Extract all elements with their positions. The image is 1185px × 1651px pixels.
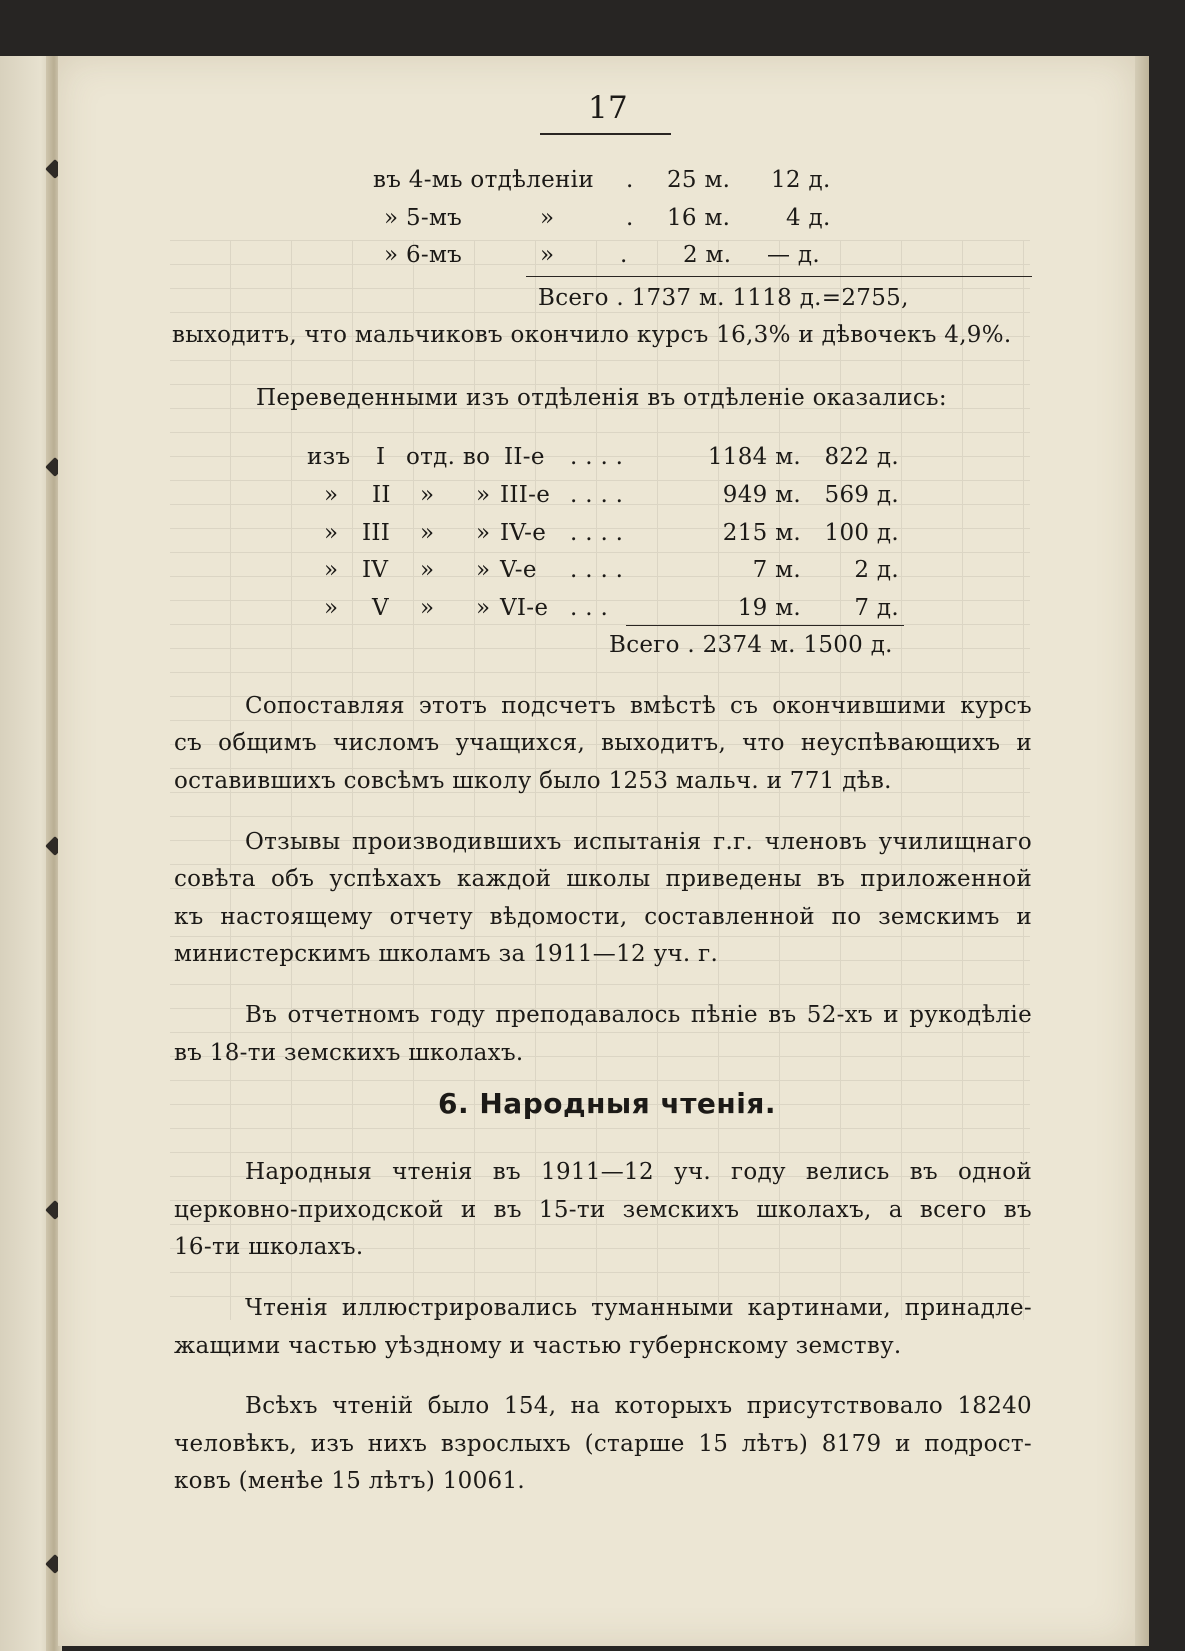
paragraph-line: съ общимъ числомъ учащихся, выходитъ, что неуспѣвающихъ и bbox=[174, 730, 1032, 756]
graduates-dots: . bbox=[626, 205, 634, 231]
paragraph-line: церковно-приходской и въ 15-ти земскихъ школахъ, а всего въ bbox=[174, 1197, 1032, 1223]
graduates-ditto: » bbox=[540, 242, 555, 268]
transfer-mid2: » bbox=[476, 482, 491, 508]
transfer-from: I bbox=[376, 444, 386, 470]
transfer-boys: 1184 м. bbox=[707, 444, 801, 470]
transfer-mid: отд. во bbox=[406, 444, 491, 470]
transfer-mid2: » bbox=[476, 595, 491, 621]
transfers-total-rule bbox=[626, 625, 904, 626]
transfers-total: Всего . 2374 м. 1500 д. bbox=[609, 632, 893, 658]
paragraph-line: совѣта объ успѣхахъ каждой школы приведены въ приложенной bbox=[174, 866, 1032, 892]
transfer-from: V bbox=[372, 595, 389, 621]
graduates-ditto: » bbox=[540, 205, 555, 231]
transfer-pre: » bbox=[324, 595, 339, 621]
graduates-dots: . bbox=[626, 167, 634, 193]
paragraph-line: человѣкъ, изъ нихъ взрослыхъ (старше 15 лѣтъ) 8179 и подрост- bbox=[174, 1431, 1032, 1457]
transfer-mid: » bbox=[420, 557, 435, 583]
transfer-dots: . . . . bbox=[570, 520, 624, 546]
page-number-rule bbox=[540, 133, 671, 135]
section-heading: 6. Народныя чтенiя. bbox=[438, 1087, 776, 1120]
transfer-mid: » bbox=[420, 520, 435, 546]
graduates-dots: . bbox=[620, 242, 628, 268]
transfer-mid: » bbox=[420, 482, 435, 508]
paragraph-line: Сопоставляя этотъ подсчетъ вмѣстѣ съ окончившими курсъ bbox=[245, 693, 1032, 719]
graduates-total: Всего . 1737 м. 1118 д.=2755, bbox=[538, 285, 909, 311]
graduates-percent-line: выходитъ, что мальчиковъ окончило курсъ 16,3% и дѣвочекъ 4,9%. bbox=[172, 322, 1012, 348]
graduates-girls: 4 д. bbox=[786, 205, 831, 231]
transfer-boys: 215 м. bbox=[722, 520, 801, 546]
paragraph-line: 16-ти школахъ. bbox=[174, 1234, 364, 1260]
transfer-to: III-е bbox=[500, 482, 551, 508]
graduates-label: » 5-мъ bbox=[384, 205, 463, 231]
transfer-pre: изъ bbox=[307, 444, 351, 470]
transfer-to: VI-е bbox=[500, 595, 549, 621]
transfer-girls: 100 д. bbox=[824, 520, 899, 546]
page-number: 17 bbox=[588, 90, 629, 126]
graduates-boys: 2 м. bbox=[683, 242, 732, 268]
transfers-intro: Переведенными изъ отдѣленiя въ отдѣленiе оказались: bbox=[256, 385, 947, 411]
paragraph-line: оставившихъ совсѣмъ школу было 1253 мальч. и 771 дѣв. bbox=[174, 768, 892, 794]
transfer-girls: 822 д. bbox=[824, 444, 899, 470]
transfer-from: II bbox=[372, 482, 391, 508]
graduates-girls: — д. bbox=[767, 242, 820, 268]
transfer-to: IV-е bbox=[500, 520, 547, 546]
paragraph-line: Народныя чтенiя въ 1911—12 уч. году велись въ одной bbox=[245, 1159, 1032, 1185]
paragraph-line: ковъ (менѣе 15 лѣтъ) 10061. bbox=[174, 1468, 525, 1494]
transfer-boys: 7 м. bbox=[752, 557, 801, 583]
graduates-boys: 25 м. bbox=[667, 167, 731, 193]
transfer-pre: » bbox=[324, 557, 339, 583]
paragraph-line: министерскимъ школамъ за 1911—12 уч. г. bbox=[174, 941, 719, 967]
transfer-dots: . . . . bbox=[570, 444, 624, 470]
paragraph-line: Всѣхъ чтенiй было 154, на которыхъ присутствовало 18240 bbox=[245, 1393, 1032, 1419]
paragraph-line: Въ отчетномъ году преподавалось пѣнiе въ 52-хъ и рукодѣлiе bbox=[245, 1002, 1032, 1028]
paragraph-line: жащими частью уѣздному и частью губернскому земству. bbox=[174, 1333, 902, 1359]
transfer-pre: » bbox=[324, 520, 339, 546]
graduates-boys: 16 м. bbox=[667, 205, 731, 231]
transfer-girls: 7 д. bbox=[854, 595, 899, 621]
paragraph-line: Чтенiя иллюстрировались туманными картинами, принадле- bbox=[245, 1295, 1032, 1321]
transfer-to: V-е bbox=[500, 557, 537, 583]
graduates-label: » 6-мъ bbox=[384, 242, 463, 268]
transfer-dots: . . . . bbox=[570, 557, 624, 583]
transfer-from: IV bbox=[362, 557, 389, 583]
page-edge-shadow bbox=[1135, 56, 1149, 1646]
transfer-dots: . . . bbox=[570, 595, 609, 621]
graduates-girls: 12 д. bbox=[771, 167, 831, 193]
transfer-girls: 569 д. bbox=[824, 482, 899, 508]
transfer-mid2: » bbox=[476, 520, 491, 546]
graduates-total-rule bbox=[526, 276, 1032, 277]
paragraph-line: Отзывы производившихъ испытанiя г.г. членовъ училищнаго bbox=[245, 829, 1032, 855]
paragraph-line: къ настоящему отчету вѣдомости, составленной по земскимъ и bbox=[174, 904, 1032, 930]
transfer-to: II-е bbox=[504, 444, 545, 470]
paragraph-line: въ 18-ти земскихъ школахъ. bbox=[174, 1040, 524, 1066]
transfer-pre: » bbox=[324, 482, 339, 508]
transfer-from: III bbox=[362, 520, 391, 546]
transfer-mid2: » bbox=[476, 557, 491, 583]
transfer-boys: 19 м. bbox=[737, 595, 801, 621]
transfer-boys: 949 м. bbox=[722, 482, 801, 508]
graduates-label: въ 4-мь отдѣленiи bbox=[373, 167, 594, 193]
transfer-mid: » bbox=[420, 595, 435, 621]
transfer-dots: . . . . bbox=[570, 482, 624, 508]
transfer-girls: 2 д. bbox=[854, 557, 899, 583]
